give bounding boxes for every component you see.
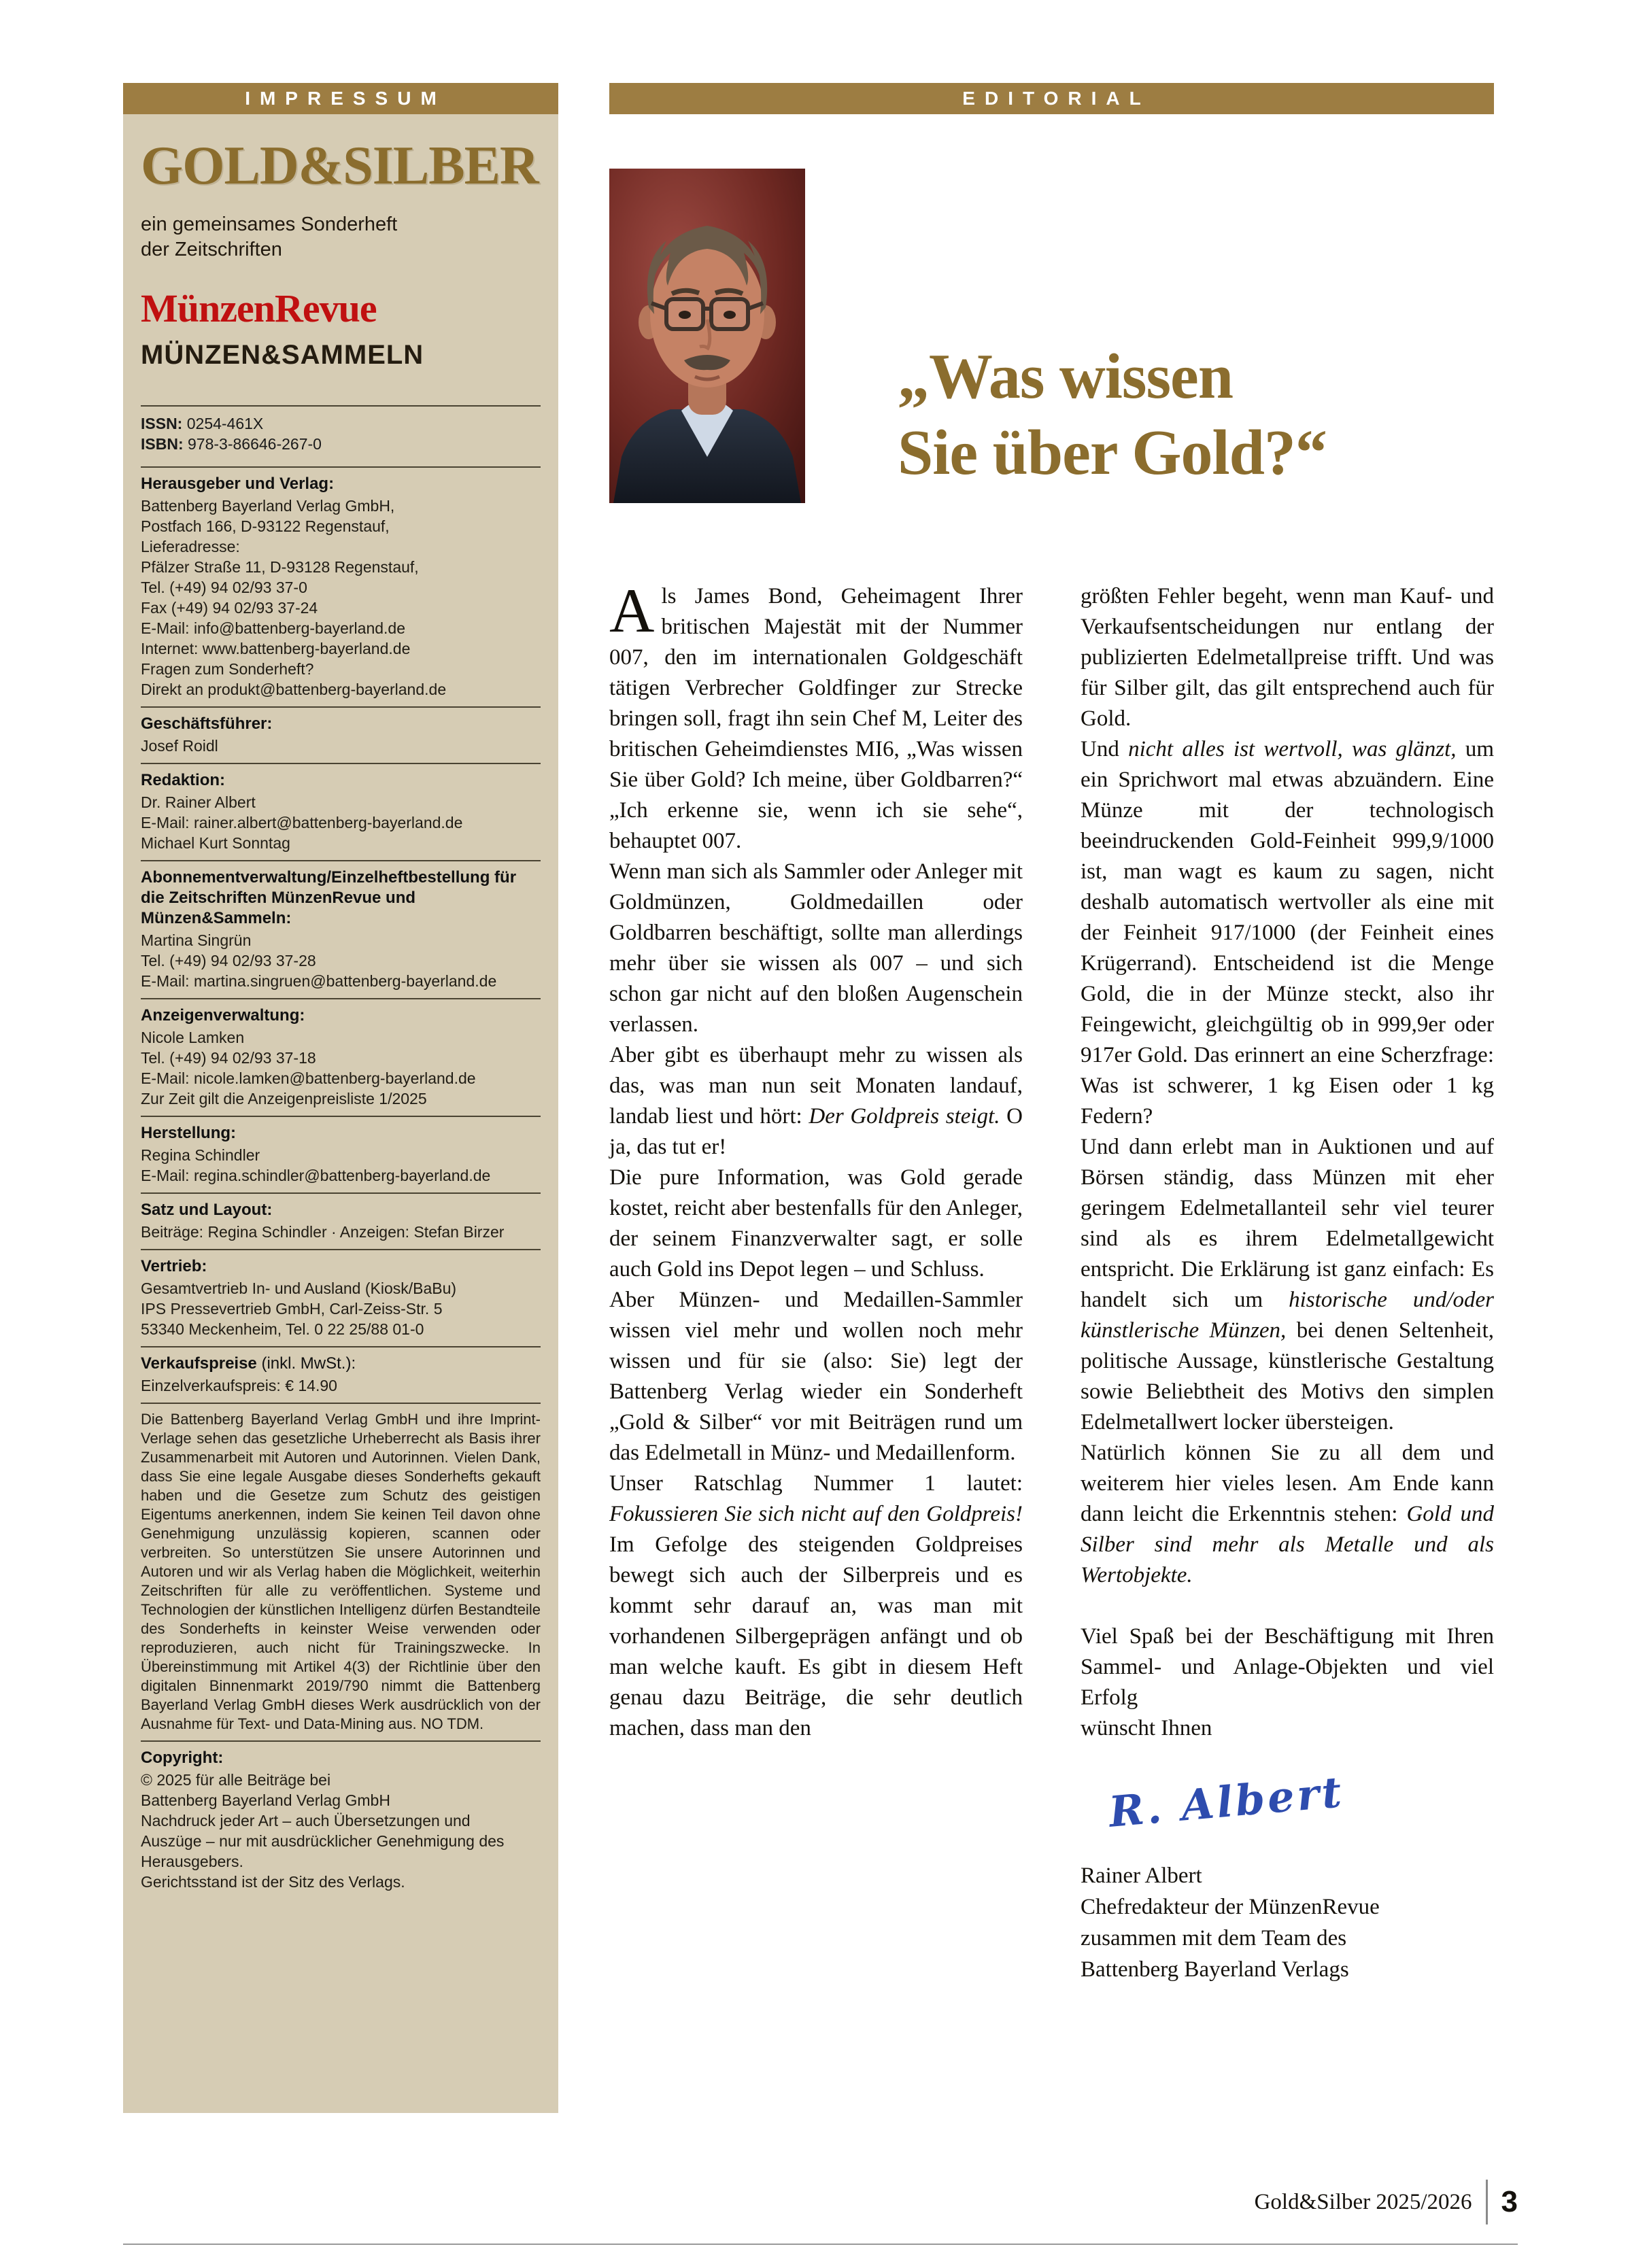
italic-run: Gold und Silber sind mehr als Metalle und als Wertobjekte.: [1081, 1502, 1494, 1587]
section-lines: [141, 736, 541, 756]
imprint-line: Tel. (+49) 94 02/93 37-0: [141, 579, 307, 596]
section-title: [141, 1354, 541, 1374]
imprint-line: E-Mail: martina.singruen@battenberg-bayerland.de: [141, 972, 497, 990]
logo-subtitle-line: ein gemeinsames Sonderheft: [141, 213, 398, 235]
section-lines: [141, 1375, 541, 1396]
section-title: [141, 1123, 541, 1144]
imprint-section-geschaeftsfuehrer: [141, 706, 541, 756]
imprint-line: IPS Pressevertrieb GmbH, Carl-Zeiss-Str. 5: [141, 1300, 443, 1318]
imprint-line: Postfach 166, D-93122 Regenstauf,: [141, 517, 390, 535]
text-run: Im Gefolge des steigenden Goldpreises bewegt sich auch der Silberpreis und es kommt sehr darauf an, was man mit vorhandenen Silbergeprägen anfängt und ob man welche kauft. Es gibt in diesem Heft genau dazu Beiträge, die sehr deutlich machen, dass man den: [609, 1532, 1023, 1740]
imprint-line: Tel. (+49) 94 02/93 37-18: [141, 1049, 316, 1067]
text-run: Die pure Information, was Gold gerade kostet, reicht aber bestenfalls für den Anleger, der seinem Finanzverwalter sagt, er solle auch Gold ins Depot legen – und Schluss.: [609, 1165, 1023, 1282]
imprint-line: Fragen zum Sonderheft?: [141, 660, 314, 678]
imprint-line: E-Mail: rainer.albert@battenberg-bayerland.de: [141, 814, 463, 831]
imprint-section-anzeigenverwaltung: [141, 998, 541, 1109]
byline-line: Rainer Albert: [1081, 1863, 1202, 1888]
section-title-text: Abonnementverwaltung/Einzelheftbestellung für die Zeitschriften MünzenRevue und Münzen&Sammeln:: [141, 868, 517, 927]
impressum-header-bar: [123, 83, 558, 114]
editorial-paragraph: [1081, 1438, 1494, 1591]
editorial-paragraph: [1081, 1132, 1494, 1438]
editorial-paragraph: [609, 1040, 1023, 1163]
muenzenrevue-logo: MünzenRevue: [141, 286, 377, 330]
imprint-line: 53340 Meckenheim, Tel. 0 22 25/88 01-0: [141, 1320, 424, 1338]
imprint-section-vertrieb: [141, 1249, 541, 1339]
text-run: ls James Bond, Geheimagent Ihrer britischen Majestät mit der Nummer 007, den im internationalen Goldgeschäft tätigen Verbrecher Goldfinger zur Strecke bringen soll, fragt ihn sein Chef M, Leiter des britischen Geheimdienstes MI6, „Was wissen Sie über Gold? Ich meine, über Goldbarren?“ „Ich erkenne sie, wenn ich sie sehe“, behauptet 007.: [609, 584, 1023, 853]
editorial-paragraph: [609, 576, 1023, 857]
imprint-line: Direkt an produkt@battenberg-bayerland.de: [141, 681, 447, 698]
imprint-line: Regina Schindler: [141, 1146, 260, 1164]
imprint-line: E-Mail: regina.schindler@battenberg-bayerland.de: [141, 1167, 491, 1184]
imprint-section-abonnementverwaltung: [141, 860, 541, 991]
muenzen-sammeln-logo: MÜNZEN&SAMMELN: [141, 340, 424, 370]
imprint-line: Martina Singrün: [141, 931, 252, 949]
editorial-header-label: EDITORIAL: [962, 88, 1151, 109]
editorial-paragraph: [1081, 581, 1494, 734]
section-lines: [141, 1278, 541, 1339]
page-number: 3: [1501, 2185, 1518, 2218]
editorial-paragraph: [1081, 734, 1494, 1132]
text-run: Und dann erlebt man in Auktionen und auf Börsen ständig, dass Münzen mit eher geringem Edelmetallanteil sehr viel teurer sind als es ihrem Edelmetallgewicht entspricht. Die Erklärung ist ganz einfach: Es handelt sich um: [1081, 1135, 1494, 1312]
editorial-byline: [1081, 1860, 1494, 1985]
section-title: [141, 1256, 541, 1277]
section-title-text: Redaktion:: [141, 771, 226, 789]
issn-value: 0254-461X: [186, 415, 264, 432]
gold-silber-logo: GOLD&SILBER: [141, 136, 539, 196]
italic-run: Fokussieren Sie sich nicht auf den Goldpreis!: [609, 1502, 1023, 1526]
text-run: größten Fehler begeht, wenn man Kauf- und Verkaufsentscheidungen nur entlang der publizierten Edelmetallpreise trifft. Und was für Silber gilt, das gilt entsprechend auch für Gold.: [1081, 584, 1494, 731]
text-run: Unser Ratschlag Nummer 1 lautet:: [609, 1471, 1023, 1496]
isbn-value: 978-3-86646-267-0: [188, 435, 322, 453]
text-run: Und: [1081, 737, 1129, 761]
section-lines: [141, 1770, 541, 1892]
imprint-section-satz-layout: [141, 1192, 541, 1242]
text-run: bei denen Seltenheit, politische Aussage, künstlerische Gestaltung sowie Beliebtheit des Motivs den simplen Edelmetallwert locker übersteigen.: [1081, 1318, 1494, 1434]
isbn-line: [141, 434, 541, 454]
section-title: [141, 867, 541, 929]
imprint-line: Nachdruck jeder Art – auch Übersetzungen und: [141, 1812, 471, 1829]
imprint-line: Lieferadresse:: [141, 538, 240, 555]
section-title-note: (inkl. MwSt.):: [256, 1354, 356, 1373]
isbn-label: ISBN:: [141, 435, 184, 453]
text-run: O ja, das tut er!: [609, 1104, 1023, 1159]
imprint-line: Gesamtvertrieb In- und Ausland (Kiosk/BaBu): [141, 1279, 457, 1297]
section-title: [141, 770, 541, 791]
legal-text: Die Battenberg Bayerland Verlag GmbH und ihre Imprint-Verlage sehen das gesetzliche Urheberrecht als Basis ihrer Zusammenarbeit mit Autoren und Autorinnen. Vielen Dank, dass Sie eine legale Ausgabe dieses Sonderhefts gekauft haben und die Gesetze zum Schutz des geistigen Eigentums anerkennen, indem Sie keinen Teil davon ohne Genehmigung unzulässig kopieren, scannen oder verbreiten. So unterstützen Sie unsere Autorinnen und Autoren und wir als Verlag haben die Möglichkeit, weiterhin Zeitschriften für alle zu veröffentlichen. Systeme und Technologien der künstlichen Intelligenz dürfen Bestandteile des Sonderhefts in keinster Weise verwenden oder reproduzieren, auch nicht für Trainingszwecke. In Übereinstimmung mit Artikel 4(3) der Richtlinie über den digitalen Binnenmarkt 2019/790 nimmt die Battenberg Bayerland Verlag GmbH dieses Werk ausdrücklich von der Ausnahme für Text- und Data-Mining aus. NO TDM.: [141, 1411, 541, 1732]
editorial-column-2: [1081, 581, 1494, 1985]
page-footer: [1255, 2180, 1518, 2224]
logo-subtitle-line: der Zeitschriften: [141, 239, 282, 260]
imprint-line: Michael Kurt Sonntag: [141, 834, 290, 852]
imprint-line: Dr. Rainer Albert: [141, 793, 256, 811]
imprint-line: Gerichtsstand ist der Sitz des Verlags.: [141, 1873, 405, 1891]
imprint-line: Internet: www.battenberg-bayerland.de: [141, 640, 411, 657]
imprint-section-verkaufspreise: [141, 1346, 541, 1396]
section-title-text: Herstellung:: [141, 1124, 237, 1142]
issn-line: [141, 413, 541, 434]
text-run: Viel Spaß bei der Beschäftigung mit Ihren Sammel- und Anlage-Objekten und viel Erfolg: [1081, 1624, 1494, 1710]
section-title: [141, 1748, 541, 1768]
footer-issue-title: Gold&Silber 2025/2026: [1254, 2189, 1472, 2214]
imprint-line: Beiträge: Regina Schindler · Anzeigen: Stefan Birzer: [141, 1223, 505, 1241]
italic-run: historische und/oder künstlerische Münzen,: [1081, 1288, 1494, 1343]
portrait-photo-illustration: [609, 169, 805, 503]
signature-handwriting: R. Albert: [1106, 1766, 1346, 1837]
impressum-header-label: IMPRESSUM: [245, 88, 446, 109]
byline-line: zusammen mit dem Team des: [1081, 1926, 1347, 1951]
bottom-rule: [123, 2244, 1518, 2245]
section-title-text: Satz und Layout:: [141, 1201, 273, 1219]
editorial-column-2-text: [1081, 581, 1494, 1744]
section-lines: [141, 792, 541, 853]
imprint-line: Einzelverkaufspreis: € 14.90: [141, 1377, 337, 1394]
byline-line: Chefredakteur der MünzenRevue: [1081, 1895, 1380, 1919]
section-title: [141, 714, 541, 734]
logo-subtitle: [141, 212, 541, 262]
imprint-line: Herausgebers.: [141, 1853, 243, 1870]
imprint-line: Nicole Lamken: [141, 1029, 245, 1046]
section-title-text: Anzeigenverwaltung:: [141, 1006, 305, 1025]
editorial-paragraph: [609, 1285, 1023, 1468]
section-title-text: Geschäftsführer:: [141, 715, 273, 733]
section-lines: [141, 1222, 541, 1242]
imprint-line: E-Mail: info@battenberg-bayerland.de: [141, 619, 406, 637]
imprint-section-copyright: [141, 1740, 541, 1892]
imprint-line: Fax (+49) 94 02/93 37-24: [141, 599, 318, 617]
byline-line: Battenberg Bayerland Verlags: [1081, 1957, 1349, 1982]
section-title-text: Vertrieb:: [141, 1257, 207, 1275]
imprint-line: Josef Roidl: [141, 737, 218, 755]
editorial-paragraph: [609, 1468, 1023, 1744]
imprint-line: Battenberg Bayerland Verlag GmbH,: [141, 497, 395, 515]
imprint-section-redaktion: [141, 763, 541, 853]
section-lines: [141, 930, 541, 991]
italic-run: nicht alles ist wertvoll, was glänzt,: [1128, 737, 1457, 761]
issn-label: ISSN:: [141, 415, 183, 432]
text-run: Wenn man sich als Sammler oder Anleger mit Goldmünzen, Goldmedaillen oder Goldbarren beschäftigt, sollte man allerdings mehr über sie wissen als 007 – und sich schon gar nicht auf den bloßen Augenschein verlassen.: [609, 859, 1023, 1037]
imprint-line: Battenberg Bayerland Verlag GmbH: [141, 1791, 390, 1809]
dropcap-letter: A: [609, 576, 655, 645]
editorial-paragraph: [609, 1163, 1023, 1285]
imprint-section-urheberrecht-hinweis: [141, 1403, 541, 1734]
portrait-photo: [609, 169, 805, 503]
section-title-text: Verkaufspreise: [141, 1354, 257, 1373]
imprint-line: © 2025 für alle Beiträge bei: [141, 1771, 331, 1789]
section-lines: [141, 1027, 541, 1109]
imprint-line: E-Mail: nicole.lamken@battenberg-bayerland.de: [141, 1069, 476, 1087]
editorial-columns: [609, 576, 1494, 1985]
imprint-line: Auszüge – nur mit ausdrücklicher Genehmigung des: [141, 1832, 505, 1850]
imprint-line: Zur Zeit gilt die Anzeigenpreisliste 1/2025: [141, 1090, 427, 1107]
editorial-paragraph: [1081, 1713, 1494, 1744]
imprint-section-herausgeber: [141, 466, 541, 700]
imprint-line: Pfälzer Straße 11, D-93128 Regenstauf,: [141, 558, 419, 576]
editorial-column-1: [609, 576, 1023, 1985]
section-title: [141, 1006, 541, 1026]
text-run: wünscht Ihnen: [1081, 1716, 1212, 1740]
issn-isbn-block: [141, 405, 541, 460]
text-run: Natürlich können Sie zu all dem und weiterem hier vieles lesen. Am Ende kann dann leicht die Erkenntnis stehen:: [1081, 1441, 1494, 1526]
editorial-header-bar: [609, 83, 1494, 114]
impressum-sidebar: [123, 83, 558, 2113]
text-run: um ein Sprichwort mal etwas abzuändern. Eine Münze mit der technologisch beeindruckenden Gold-Feinheit 999,9/1000 ist, man wagt es kaum zu sagen, nicht deshalb automatisch wertvoller als eine mit der Feinheit 917/1000 (der Feinheit eines Krügerrand). Entscheidend ist die Menge Gold, die in der Münze steckt, also ihr Feingewicht, gleichgültig ob in 999,9er oder 917er Gold. Das erinnert an eine Scherzfrage: Was ist schwerer, 1 kg Eisen oder 1 kg Federn?: [1081, 737, 1494, 1129]
section-title-text: Herausgeber und Verlag:: [141, 475, 335, 493]
section-title: [141, 474, 541, 494]
footer-divider: [1486, 2180, 1488, 2224]
editorial-headline: [898, 339, 1327, 491]
text-run: Aber gibt es überhaupt mehr zu wissen als das, was man nun seit Monaten landauf, landab liest und hört:: [609, 1043, 1023, 1129]
section-title: [141, 1200, 541, 1220]
editorial-paragraph: [609, 857, 1023, 1040]
headline-line-1: „Was wissen: [898, 341, 1234, 412]
impressum-body: [123, 114, 558, 2113]
section-lines: [141, 496, 541, 700]
section-title-text: Copyright:: [141, 1749, 224, 1767]
text-run: Aber Münzen- und Medaillen-Sammler wissen viel mehr und wollen noch mehr wissen und für sie (also: Sie) legt der Battenberg Verlag wieder ein Sonderheft „Gold & Silber“ vor mit Beiträgen rund um das Edelmetall in Münz- und Medaillenform.: [609, 1288, 1023, 1465]
italic-run: Der Goldpreis steigt.: [809, 1104, 1000, 1129]
headline-line-2: Sie über Gold?“: [898, 417, 1327, 488]
imprint-line: Tel. (+49) 94 02/93 37-28: [141, 952, 316, 969]
section-lines: [141, 1145, 541, 1186]
editorial-paragraph: [1081, 1621, 1494, 1713]
imprint-section-herstellung: [141, 1116, 541, 1186]
